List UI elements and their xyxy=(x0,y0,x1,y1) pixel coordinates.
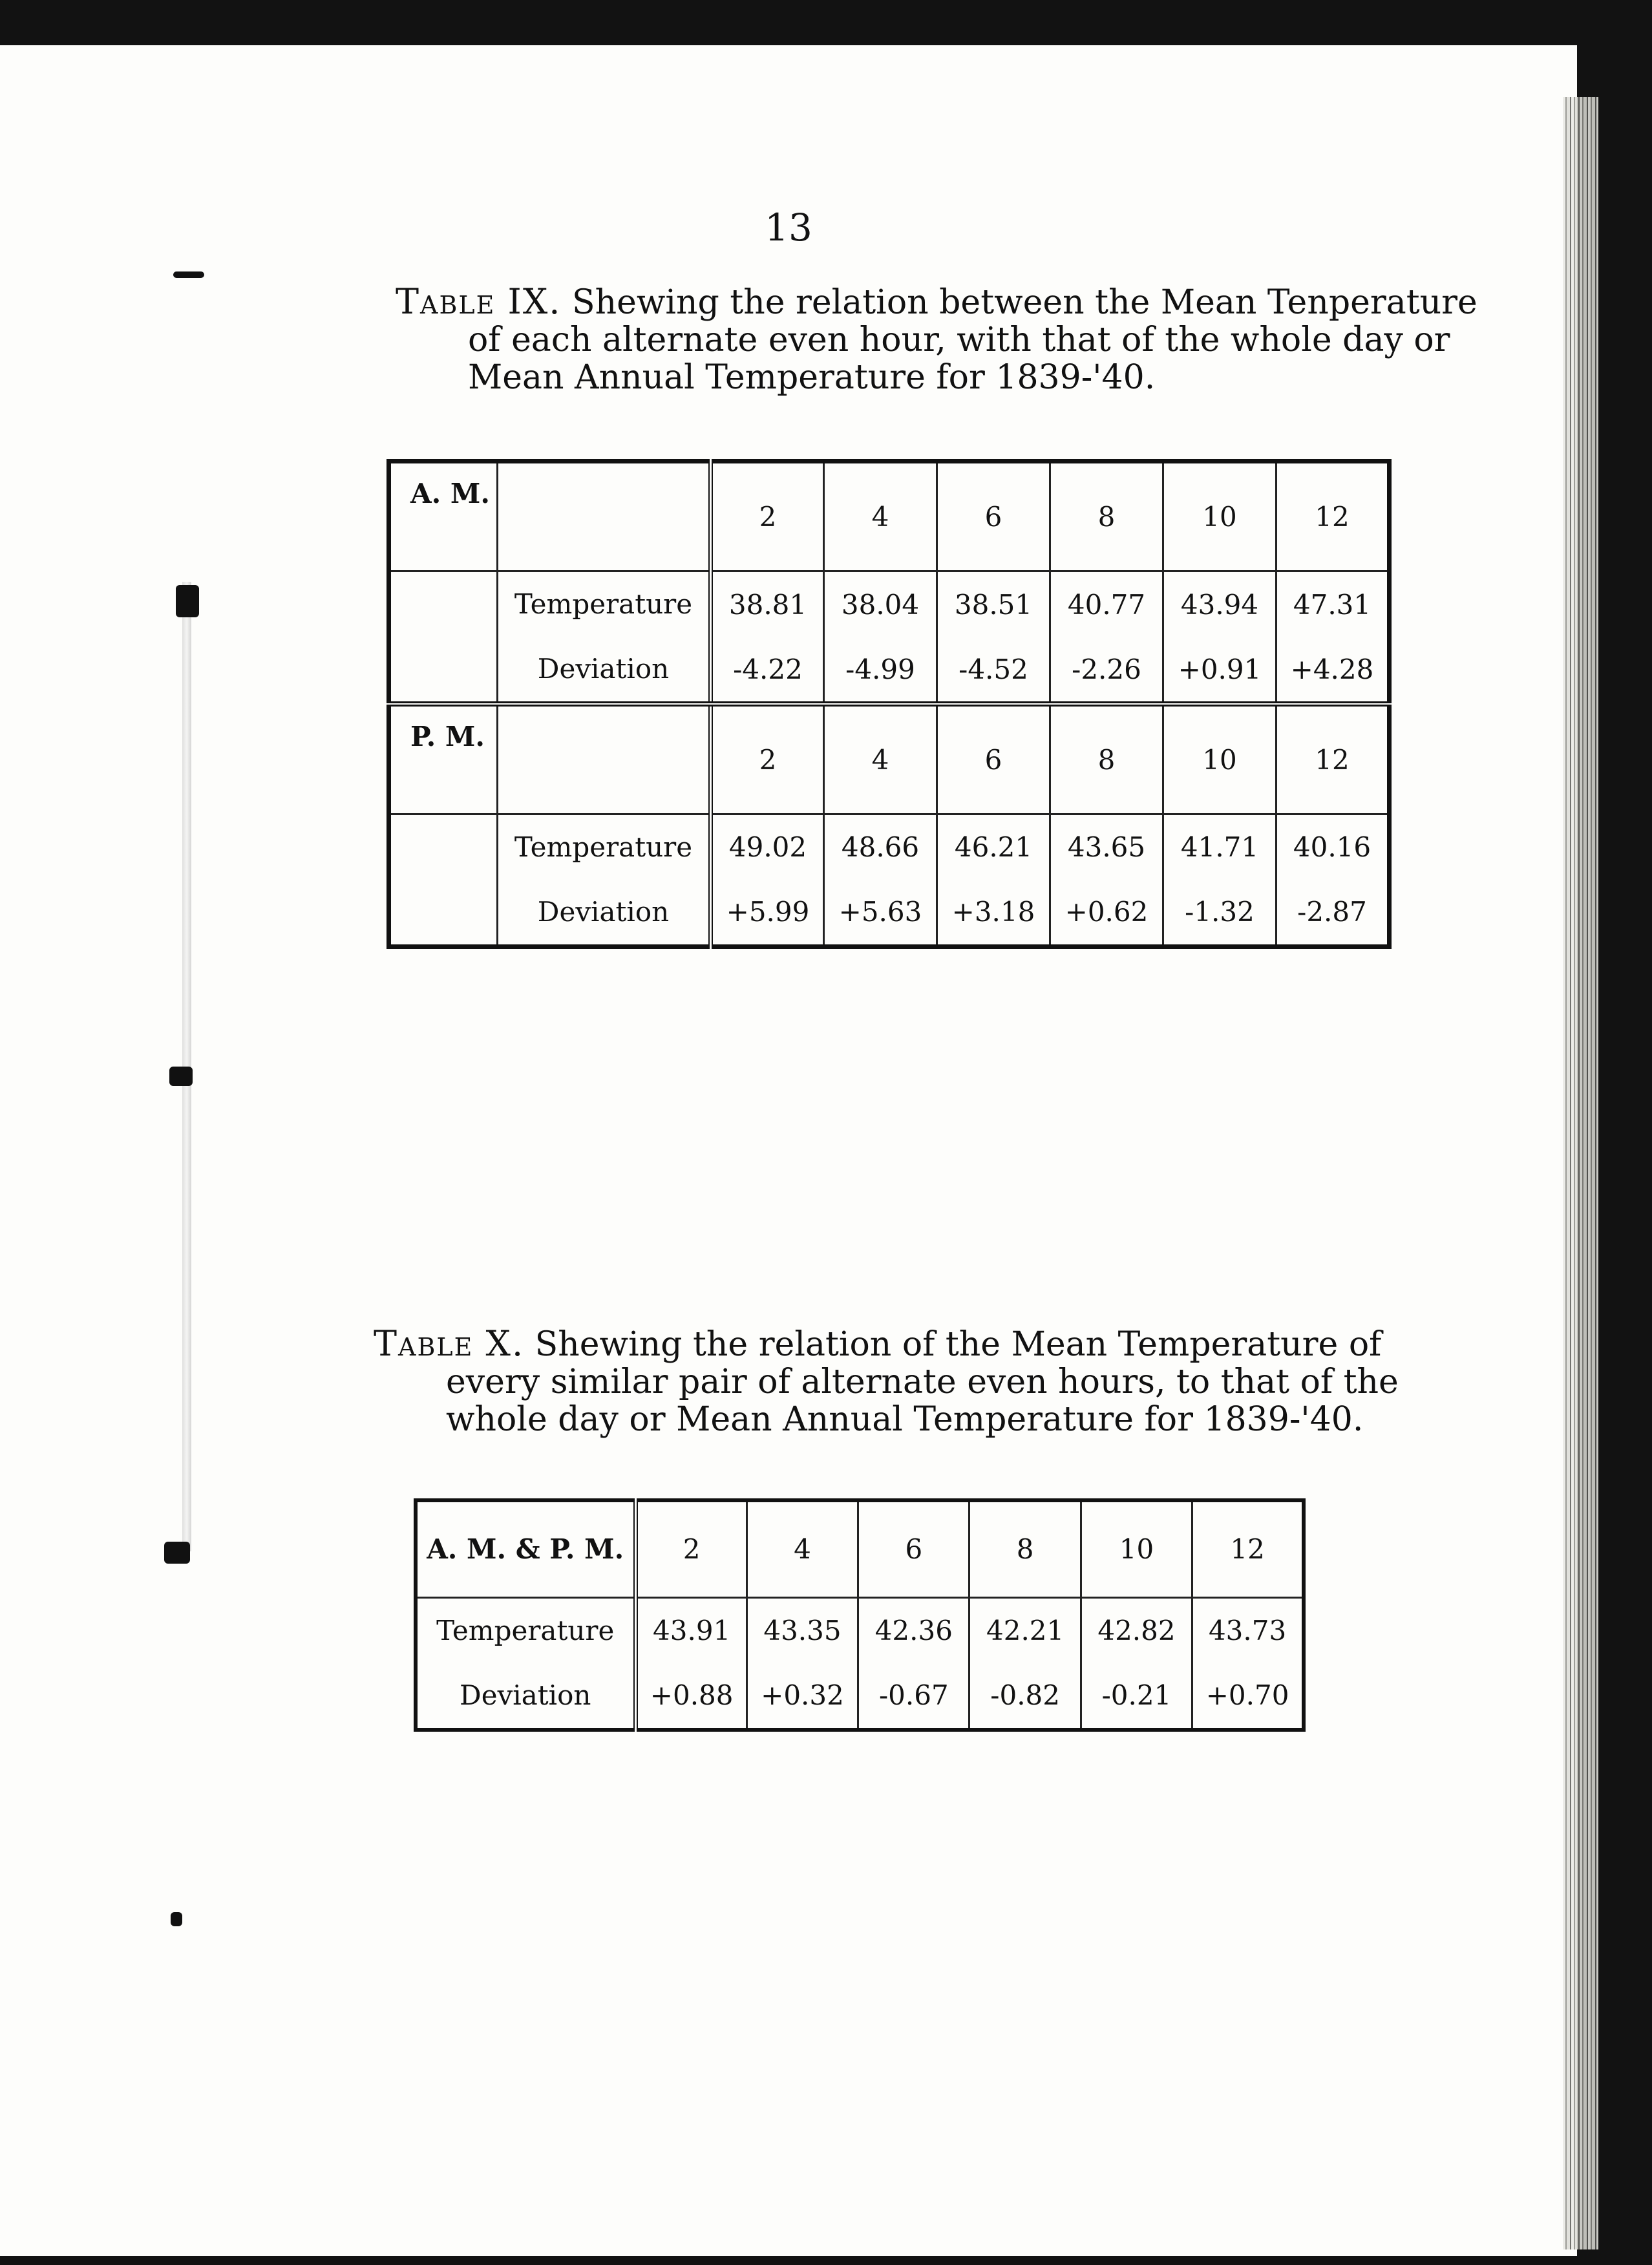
binding-stitch xyxy=(169,1067,193,1086)
table10-caption-line-1: Shewing the relation of the Mean Temperature of xyxy=(535,1325,1382,1364)
table10-temperature-label: Temperature xyxy=(416,1597,635,1663)
table9-cell: 40.77 xyxy=(1050,571,1163,637)
table9-am-header-row xyxy=(389,462,1390,571)
table9-cell: -2.26 xyxy=(1050,637,1163,704)
table9-caption-line-1: Shewing the relation between the Mean Tenperature xyxy=(572,283,1477,322)
binding-stitch xyxy=(171,1912,182,1926)
table9-temperature-label: Temperature xyxy=(498,814,711,880)
table9-hour: 6 xyxy=(937,462,1050,571)
table9-am-deviation-row xyxy=(389,637,1390,704)
table9-hour: 12 xyxy=(1276,704,1390,814)
table9-hour: 8 xyxy=(1050,462,1163,571)
table9-cell: 46.21 xyxy=(937,814,1050,880)
table9-cell: 43.65 xyxy=(1050,814,1163,880)
table9-cell: 38.04 xyxy=(824,571,937,637)
table9-cell: -4.52 xyxy=(937,637,1050,704)
table10-header-label: A. M. & P. M. xyxy=(427,1533,624,1566)
table9-cell: -2.87 xyxy=(1276,880,1390,947)
table9-hour: 2 xyxy=(711,462,824,571)
table9-cell: +0.91 xyxy=(1163,637,1276,704)
table10-temperature-row xyxy=(416,1597,1304,1663)
table9-am-temperature-row xyxy=(389,571,1390,637)
table9-cell: -4.99 xyxy=(824,637,937,704)
table9-hour: 4 xyxy=(824,704,937,814)
table10-cell: 43.35 xyxy=(747,1597,858,1663)
table9-pm-temperature-row xyxy=(389,814,1390,880)
table10-hour: 10 xyxy=(1081,1500,1192,1597)
table9-pm-header-row xyxy=(389,704,1390,814)
table9-hour: 12 xyxy=(1276,462,1390,571)
table10-cell: +0.70 xyxy=(1192,1663,1304,1730)
table9-hour: 10 xyxy=(1163,462,1276,571)
table9-hour: 10 xyxy=(1163,704,1276,814)
table10-deviation-label: Deviation xyxy=(460,1679,591,1711)
table9-blank-cell xyxy=(498,704,711,814)
table9-deviation-label: Deviation xyxy=(498,880,711,947)
table9-cell: 48.66 xyxy=(824,814,937,880)
table9-caption-line-2: of each alternate even hour, with that of the whole day or xyxy=(468,321,1450,359)
table9-cell: +0.62 xyxy=(1050,880,1163,947)
table9-hour: 2 xyxy=(711,704,824,814)
table9-blank-cell xyxy=(498,462,711,571)
page-edge xyxy=(1563,97,1598,2249)
table10-hour: 8 xyxy=(969,1500,1081,1597)
table9-deviation-label: Deviation xyxy=(498,637,711,704)
table9 xyxy=(387,459,1392,949)
table9-cell: +4.28 xyxy=(1276,637,1390,704)
table10-hour: 4 xyxy=(747,1500,858,1597)
table9-cell: +3.18 xyxy=(937,880,1050,947)
table9-am-label: A. M. xyxy=(410,478,490,509)
table10-hour: 12 xyxy=(1192,1500,1304,1597)
table10-cell: 42.21 xyxy=(969,1597,1081,1663)
table10-caption-line-2: every similar pair of alternate even hours, to that of the xyxy=(446,1363,1399,1401)
binding-stitch xyxy=(176,585,199,617)
table9-cell: 49.02 xyxy=(711,814,824,880)
table9-cell: 41.71 xyxy=(1163,814,1276,880)
binding-stitch xyxy=(164,1542,190,1564)
table10-cell: 43.73 xyxy=(1192,1597,1304,1663)
table10-hour: 6 xyxy=(858,1500,969,1597)
table10-cell: -0.21 xyxy=(1081,1663,1192,1730)
table10-deviation-row xyxy=(416,1663,1304,1730)
table9-cell: -1.32 xyxy=(1163,880,1276,947)
table10-caption-label: Table X. xyxy=(374,1323,525,1364)
table9-cell: 38.51 xyxy=(937,571,1050,637)
table9-caption-line-3: Mean Annual Temperature for 1839-'40. xyxy=(468,358,1156,397)
table9-cell: 40.16 xyxy=(1276,814,1390,880)
table9-pm-deviation-row xyxy=(389,880,1390,947)
binding-stitch xyxy=(173,271,204,278)
table10-header-row xyxy=(416,1500,1304,1597)
table10-caption-line-3: whole day or Mean Annual Temperature for 1839-'40. xyxy=(446,1400,1364,1439)
table10-cell: 43.91 xyxy=(635,1597,747,1663)
table10 xyxy=(414,1498,1306,1732)
table9-hour: 4 xyxy=(824,462,937,571)
table9-cell: +5.99 xyxy=(711,880,824,947)
table10-caption xyxy=(374,1323,1399,1439)
table9-pm-label: P. M. xyxy=(389,704,498,814)
table10-cell: +0.32 xyxy=(747,1663,858,1730)
table9-cell: -4.22 xyxy=(711,637,824,704)
table10-hour: 2 xyxy=(635,1500,747,1597)
table9-temperature-label: Temperature xyxy=(498,571,711,637)
table10-cell: 42.36 xyxy=(858,1597,969,1663)
table9-hour: 8 xyxy=(1050,704,1163,814)
table10-cell: -0.82 xyxy=(969,1663,1081,1730)
table9-caption-label: Table IX. xyxy=(396,281,562,322)
table10-cell: -0.67 xyxy=(858,1663,969,1730)
table9-cell: +5.63 xyxy=(824,880,937,947)
table9-hour: 6 xyxy=(937,704,1050,814)
table9-cell: 43.94 xyxy=(1163,571,1276,637)
table10-cell: 42.82 xyxy=(1081,1597,1192,1663)
table9-cell: 47.31 xyxy=(1276,571,1390,637)
table9-caption xyxy=(396,281,1477,397)
table10-cell: +0.88 xyxy=(635,1663,747,1730)
page-number: 13 xyxy=(765,206,812,250)
table9-cell: 38.81 xyxy=(711,571,824,637)
